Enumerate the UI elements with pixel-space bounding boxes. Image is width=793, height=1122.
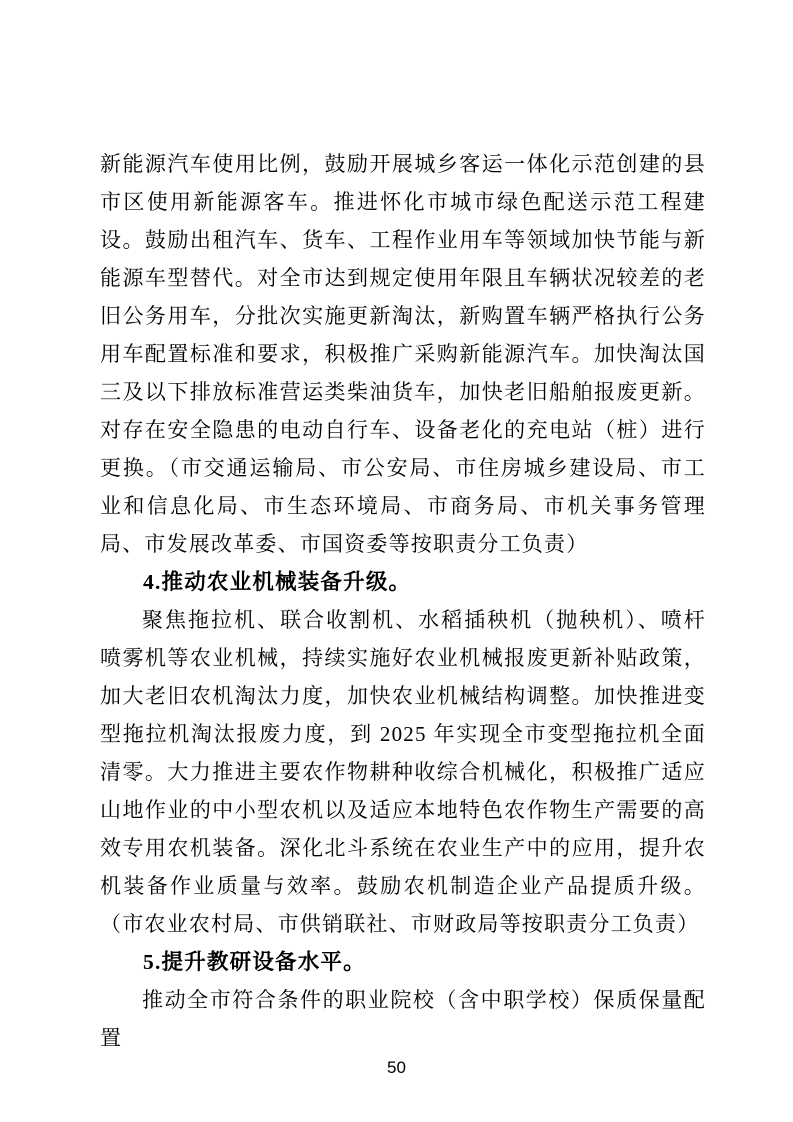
- heading-section-5-teaching-research-equipment: 5.提升教研设备水平。: [143, 950, 366, 974]
- heading-section-4-agricultural-machinery: 4.推动农业机械装备升级。: [143, 570, 412, 594]
- paragraph-vocational-school-equipment: 推动全市符合条件的职业院校（含中职学校）保质保量配置: [100, 988, 706, 1050]
- page-number: 50: [387, 1058, 406, 1077]
- document-body: [100, 145, 706, 1057]
- paragraph-vehicle-equipment-renewal: 新能源汽车使用比例，鼓励开展城乡客运一体化示范创建的县市区使用新能源客车。推进怀化市城市绿色配送示范工程建设。鼓励出租汽车、货车、工程作业用车等领域加快节能与新能源车型替代。对全市达到规定使用年限且车辆状况较差的老旧公务用车，分批次实施更新淘汰，新购置车辆严格执行公务用车配置标准和要求，积极推广采购新能源汽车。加快淘汰国三及以下排放标准营运类柴油货车，加快老旧船舶报废更新。对存在安全隐患的电动自行车、设备老化的充电站（桩）进行更换。（市交通运输局、市公安局、市住房城乡建设局、市工业和信息化局、市生态环境局、市商务局、市机关事务管理局、市发展改革委、市国资委等按职责分工负责）: [100, 152, 706, 556]
- paragraph-agricultural-machinery: 聚焦拖拉机、联合收割机、水稻插秧机（抛秧机）、喷杆喷雾机等农业机械，持续实施好农业机械报废更新补贴政策，加大老旧农机淘汰力度，加快农业机械结构调整。加快推进变型拖拉机淘汰报废力度，到 2025 年实现全市变型拖拉机全面清零。大力推进主要农作物耕种收综合机械化，积极推广适应山地作业的中小型农机以及适应本地特色农作物生产需要的高效专用农机装备。深化北斗系统在农业生产中的应用，提升农机装备作业质量与效率。鼓励农机制造企业产品提质升级。（市农业农村局、市供销联社、市财政局等按职责分工负责）: [100, 608, 706, 936]
